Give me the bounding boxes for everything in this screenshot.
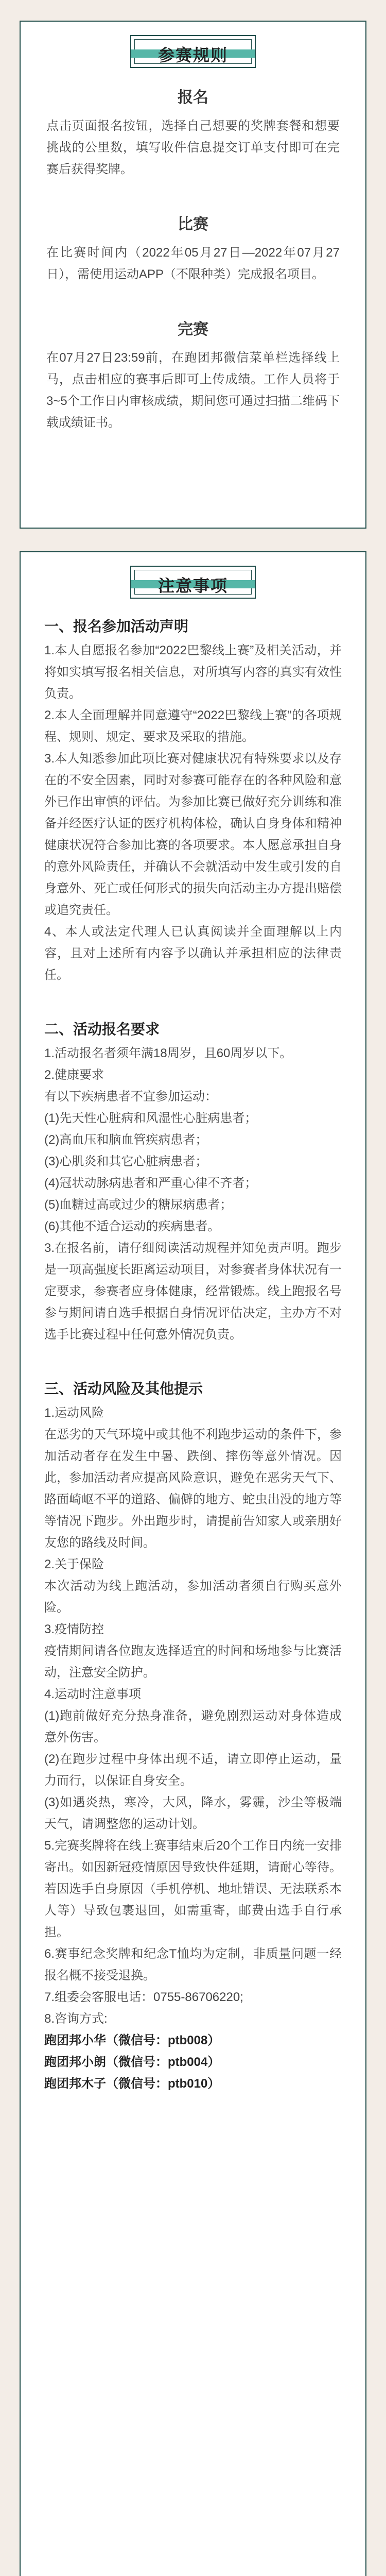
list-item: (3)如遇炎热，寒冷，大风，降水，雾霾，沙尘等极端天气，请调整您的运动计划。 — [44, 1795, 342, 1831]
rules-title: 参赛规则 — [157, 46, 228, 64]
finish-heading: 完赛 — [178, 321, 208, 338]
signup-heading: 报名 — [178, 89, 208, 106]
contact-wechat: 跑团邦木子（微信号：ptb010） — [44, 2077, 220, 2091]
contact-wechat: 跑团邦小华（微信号：ptb008） — [44, 2033, 220, 2047]
list-item: 1.运动风险 — [44, 1406, 104, 1420]
list-item: 7.组委会客服电话：0755-86706220; — [44, 1990, 243, 2004]
list-item: 6.赛事纪念奖牌和纪念T恤均为定制，非质量问题一经报名概不接受退换。 — [44, 1947, 342, 1982]
list-item: 4.运动时注意事项 — [44, 1687, 142, 1701]
list-item: (1)跑前做好充分热身准备，避免剧烈运动对身体造成意外伤害。 — [44, 1709, 342, 1744]
list-item: (6)其他不适合运动的疾病患者。 — [44, 1219, 220, 1233]
notes-body — [21, 615, 365, 2095]
finish-text: 在07月27日23:59前，在跑团邦微信菜单栏选择线上马，点击相应的赛事后即可上传成绩。工作人员将于3~5个工作日内审核成绩，期间您可通过扫描二维码下载成绩证书。 — [46, 351, 340, 430]
section2-heading: 二、活动报名要求 — [44, 1021, 160, 1037]
list-item: 8.咨询方式: — [44, 2012, 108, 2026]
list-item: 5.完赛奖牌将在线上赛事结束后20个工作日内统一安排寄出。如因新冠疫情原因导致快件延期，请耐心等待。若因选手自身原因（手机停机、地址错误、无法联系本人等）导致包裹退回，如需重寄，邮费由选手自行承担。 — [44, 1839, 342, 1939]
list-item: (1)先天性心脏病和风湿性心脏病患者； — [44, 1111, 257, 1125]
list-item: (3)心肌炎和其它心脏病患者； — [44, 1155, 208, 1168]
notes-card — [20, 551, 366, 2576]
section1-list — [44, 640, 342, 986]
rules-card — [20, 21, 366, 529]
race-heading: 比赛 — [178, 216, 208, 233]
rules-title-box — [130, 35, 256, 68]
section3-list — [44, 1402, 342, 2095]
list-item: 3.本人知悉参加此项比赛对健康状况有特殊要求以及存在的不安全因素，同时对参赛可能存在的各种风险和意外已作出审慎的评估。为参加比赛已做好充分训练和准备并经医疗认证的医疗机构体检，确认自身身体和精神健康状况符合参加比赛的各项要求。本人愿意承担自身的意外风险责任，并确认不会就活动中发生或引发的自身意外、死亡或任何形式的损失向活动主办方提出赔偿或追究责任。 — [44, 752, 342, 917]
list-item: 1.活动报名者须年满18周岁，且60周岁以下。 — [44, 1046, 292, 1060]
list-item: 疫情期间请各位跑友选择适宜的时间和场地参与比赛活动，注意安全防护。 — [44, 1644, 342, 1680]
signup-text: 点击页面报名按钮，选择自己想要的奖牌套餐和想要挑战的公里数，填写收件信息提交订单支付即可在完赛后获得奖牌。 — [46, 119, 340, 176]
notes-title-box — [130, 566, 256, 599]
list-item: 1.本人自愿报名参加“2022巴黎线上赛”及相关活动，并将如实填写报名相关信息，对所填写内容的真实有效性负责。 — [44, 643, 342, 701]
section2-list — [44, 1043, 342, 1346]
rules-body — [21, 84, 365, 434]
notes-title: 注意事项 — [157, 577, 228, 595]
list-item: 2.关于保险 — [44, 1557, 104, 1571]
section3-heading: 三、活动风险及其他提示 — [44, 1381, 203, 1397]
list-item: 2.本人全面理解并同意遵守“2022巴黎线上赛”的各项规程、规则、规定、要求及采取的措施。 — [44, 708, 342, 744]
list-item: 有以下疾病患者不宜参加运动： — [44, 1090, 217, 1104]
list-item: (5)血糖过高或过少的糖尿病患者； — [44, 1198, 233, 1212]
race-text: 在比赛时间内（2022年05月27日—2022年07月27日），需使用运动APP（不限种类）完成报名项目。 — [46, 246, 340, 281]
list-item: (4)冠状动脉病患者和严重心律不齐者； — [44, 1176, 257, 1190]
list-item: (2)高血压和脑血管疾病患者； — [44, 1133, 208, 1147]
section1-heading: 一、报名参加活动声明 — [44, 618, 189, 634]
list-item: (2)在跑步过程中身体出现不适，请立即停止运动，量力而行，以保证自身安全。 — [44, 1752, 342, 1788]
list-item: 3.在报名前，请仔细阅读活动规程并知免责声明。跑步是一项高强度长距离运动项目，对参赛者身体状况有一定要求，参赛者应身体健康，经常锻炼。线上跑报名号参与期间请自选手根据自身情况评估决定，主办方不对选手比赛过程中任何意外情况负责。 — [44, 1241, 342, 1342]
list-item: 本次活动为线上跑活动，参加活动者须自行购买意外险。 — [44, 1579, 342, 1615]
list-item: 3.疫情防控 — [44, 1622, 104, 1636]
contact-wechat: 跑团邦小朗（微信号：ptb004） — [44, 2055, 220, 2069]
list-item: 2.健康要求 — [44, 1068, 104, 1082]
list-item: 4、本人或法定代理人已认真阅读并全面理解以上内容，且对上述所有内容予以确认并承担相应的法律责任。 — [44, 925, 342, 982]
list-item: 在恶劣的天气环境中或其他不利跑步运动的条件下，参加活动者存在发生中暑、跌倒、摔伤等意外情况。因此，参加活动者应提高风险意识，避免在恶劣天气下、路面崎岖不平的道路、偏僻的地方、蛇虫出没的地方等等情况下跑步。外出跑步时，请提前告知家人或亲朋好友您的路线及时间。 — [44, 1428, 342, 1550]
